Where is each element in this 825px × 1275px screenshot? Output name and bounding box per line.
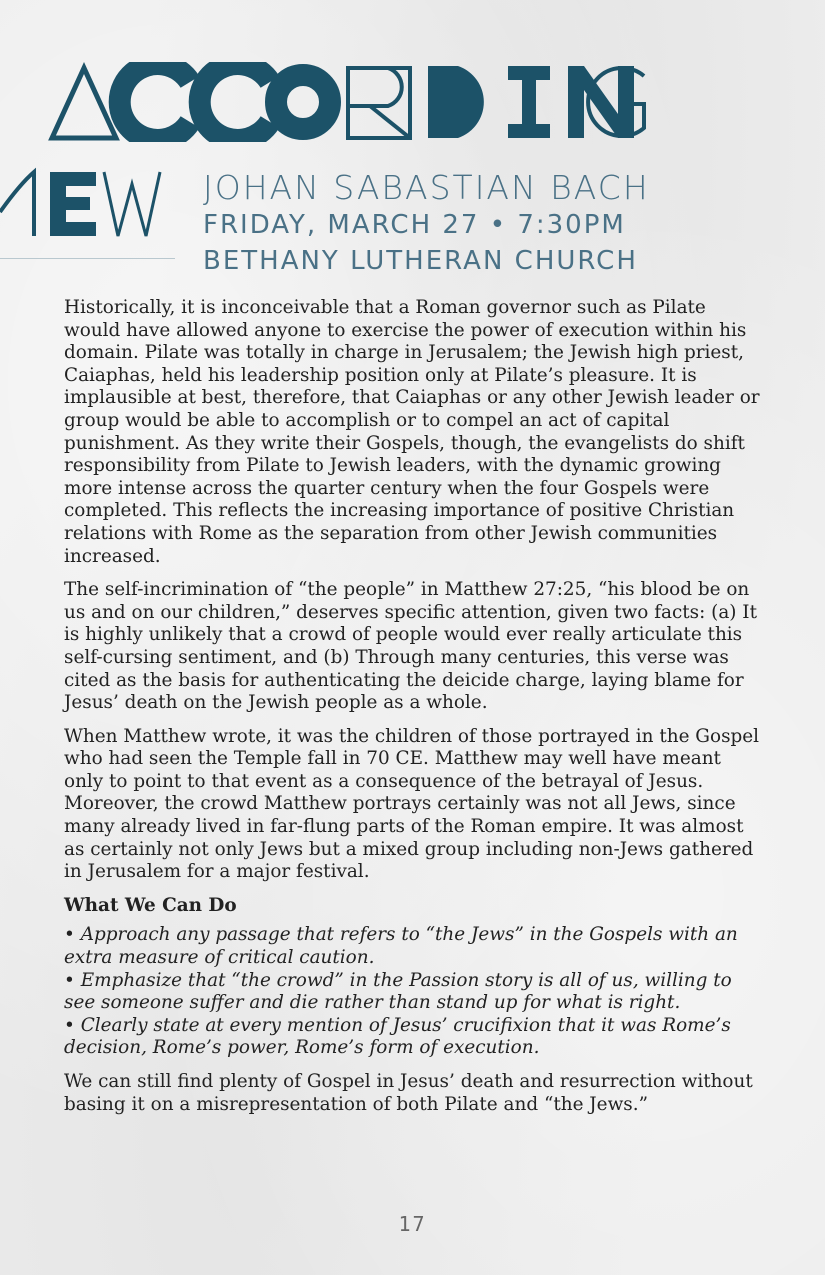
closing-paragraph: We can still find plenty of Gospel in Jesus’ death and resurrection without basing it on a misrepresentation of both Pilate and “the Jews.” (64, 1071, 753, 1115)
paragraph-2: The self-incrimination of “the people” in Matthew 27:25, “his blood be on us and on our children,” deserves specific attention, given two facts: (a) It is highly unlikely that a crowd of people would ever really articulate this self-cursing sentiment, and (b) Through many centuries, this verse was cited as the basis for authenticating the deicide charge, laying blame for Jesus’ death on the Jewish people as a whole. (64, 579, 757, 714)
title-word-graphic (48, 62, 648, 142)
letter-w-shape (104, 172, 160, 236)
letter-i-shape (508, 66, 550, 138)
masthead (0, 0, 825, 290)
letter-a-shape (52, 68, 116, 138)
section-heading: What We Can Do (64, 894, 237, 916)
composer-name: JOHAN SABASTIAN BACH (203, 168, 650, 207)
bullet-item: • Approach any passage that refers to “the Jews” in the Gospels with an extra measure of critical caution. (64, 924, 738, 969)
header-rule (0, 258, 175, 259)
letter-c2-shape (200, 64, 270, 140)
letter-n-partial-shape (0, 172, 34, 236)
paragraph-1: Historically, it is inconceivable that a Roman governor such as Pilate would have allowed anyone to exercise the power of execution within his domain. Pilate was totally in charge in Jerusalem; the Jewish high priest, Caiaphas, held his leadership position only at Pilate’s pleasure. It is implausible at best, therefore, that Caiaphas or any other Jewish leader or group would be able to accomplish or to compel an act of capital punishment. As they write their Gospels, though, the evangelists do shift responsibility from Pilate to Jewish leaders, with the dynamic growing more intense across the quarter century when the four Gospels were completed. This reflects the increasing importance of positive Christian relations with Rome as the separation from other Jewish communities increased. (64, 297, 760, 567)
letter-c1-shape (120, 64, 190, 140)
bullet-item: • Clearly state at every mention of Jesus’ crucifixion that it was Rome’s decision, Rome’s power, Rome’s form of execution. (64, 1014, 731, 1059)
paragraph-3: When Matthew wrote, it was the children of those portrayed in the Gospel who had seen the Temple fall in 70 CE. Matthew may well have meant only to point to that event as a consequence of the betrayal of Jesus. Moreover, the crowd Matthew portrays certainly was not all Jews, since many already lived in far-flung parts of the Roman empire. It was almost as certainly not only Jews but a mixed group including non-Jews gathered in Jerusalem for a major festival. (64, 725, 760, 883)
letter-d-shape (428, 66, 484, 138)
article-body (64, 297, 764, 1127)
event-date: FRIDAY, MARCH 27 • 7:30PM (203, 210, 626, 240)
event-venue: BETHANY LUTHERAN CHURCH (203, 246, 638, 276)
page-number: 17 (398, 1212, 427, 1236)
letter-o-shape (276, 75, 330, 129)
bullet-item: • Emphasize that “the crowd” in the Passion story is all of us, willing to see someone suffer and die rather than stand up for what is right. (64, 969, 732, 1014)
letter-e-shape (50, 172, 96, 236)
letter-r-shape (348, 68, 410, 138)
new-word-graphic (0, 164, 180, 244)
